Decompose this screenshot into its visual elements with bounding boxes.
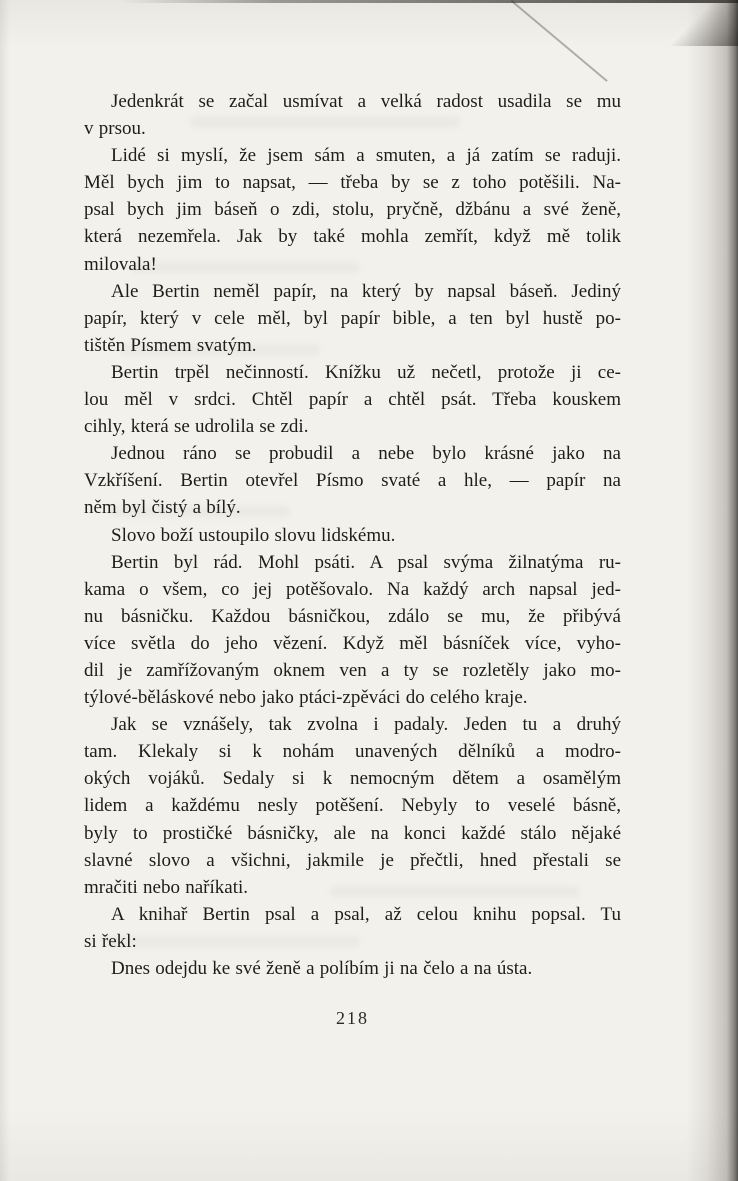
text-line: mračiti nebo naříkati. xyxy=(84,876,249,898)
paragraph xyxy=(84,359,621,440)
text-line: slavné slovo a všichni, jakmile je přečtli, hned přestali se xyxy=(84,849,621,871)
body-text xyxy=(84,88,621,982)
text-line: lou měl v srdci. Chtěl papír a chtěl psát. Třeba kouskem xyxy=(84,389,621,411)
scan-crease-line xyxy=(511,0,608,81)
text-line: Jedenkrát se začal usmívat a velká radost usadila se mu xyxy=(111,91,621,112)
text-line: nu básničku. Každou básničkou, zdálo se mu, že přibývá xyxy=(84,605,621,627)
text-line: A knihař Bertin psal a psal, až celou knihu popsal. Tu xyxy=(111,903,621,925)
paragraph xyxy=(84,549,621,712)
text-line: si řekl: xyxy=(84,930,137,952)
paragraph xyxy=(84,901,621,955)
text-line: psal bych jim báseň o zdi, stolu, pryčně, džbánu a své ženě, xyxy=(84,199,621,221)
text-line: cihly, která se udrolila se zdi. xyxy=(84,416,309,438)
paragraph xyxy=(84,142,621,277)
paragraph xyxy=(84,955,621,982)
text-line: Slovo boží ustoupilo slovu lidskému. xyxy=(111,524,396,546)
scan-top-right-corner-shadow xyxy=(668,0,738,46)
paragraph xyxy=(84,440,621,521)
scan-left-edge-shadow xyxy=(0,0,10,1181)
text-line: Lidé si myslí, že jsem sám a smuten, a já zatím se raduji. xyxy=(111,145,621,167)
scan-top-edge-shadow xyxy=(120,0,738,3)
text-line: v prsou. xyxy=(84,118,146,140)
text-line: Dnes odejdu ke své ženě a políbím ji na čelo a na ústa. xyxy=(111,958,533,979)
text-line: Ale Bertin neměl papír, na který by napsal báseň. Jediný xyxy=(111,280,621,302)
text-line: tištěn Písmem svatým. xyxy=(84,334,257,356)
text-line: týlové-běláskové nebo jako ptáci-zpěváci do celého kraje. xyxy=(84,687,528,709)
text-line: která nezemřela. Jak by také mohla zemřít, když mě tolik xyxy=(84,226,621,248)
scan-right-edge-shadow xyxy=(686,0,738,1181)
text-line: Měl bych jim to napsat, — třeba by se z toho potěšili. Na- xyxy=(84,172,621,194)
text-line: Bertin byl rád. Mohl psáti. A psal svýma žilnatýma ru- xyxy=(111,551,621,573)
text-line: kama o všem, co jej potěšovalo. Na každý arch napsal jed- xyxy=(84,578,621,600)
text-line: lidem a každému nesly potěšení. Nebyly to veselé básně, xyxy=(84,795,621,817)
text-line: dil je zamřížovaným oknem ven a ty se rozletěly jako mo- xyxy=(84,659,621,681)
text-line: více světla do jeho vězení. Když měl básníček více, vyho- xyxy=(84,632,621,654)
paragraph xyxy=(84,522,621,549)
text-line: milovala! xyxy=(84,253,157,275)
text-line: něm byl čistý a bílý. xyxy=(84,497,241,519)
paragraph xyxy=(84,88,621,142)
text-line: papír, který v cele měl, byl papír bible, a ten byl hustě po- xyxy=(84,307,621,329)
paragraph xyxy=(84,711,621,901)
text-line: Bertin trpěl nečinností. Knížku už nečetl, protože ji ce- xyxy=(111,361,621,383)
text-line: Vzkříšení. Bertin otevřel Písmo svaté a hle, — papír na xyxy=(84,470,621,492)
text-line: tam. Klekaly si k nohám unavených dělníků a modro- xyxy=(84,741,621,763)
text-line: okých vojáků. Sedaly si k nemocným dětem a osamělým xyxy=(84,768,621,790)
text-line: Jednou ráno se probudil a nebe bylo krásné jako na xyxy=(111,443,621,465)
text-line: Jak se vznášely, tak zvolna i padaly. Jeden tu a druhý xyxy=(111,714,621,736)
text-line: byly to prostičké básničky, ale na konci každé stálo nějaké xyxy=(84,822,621,844)
paragraph xyxy=(84,278,621,359)
page-number: 218 xyxy=(336,1008,369,1028)
